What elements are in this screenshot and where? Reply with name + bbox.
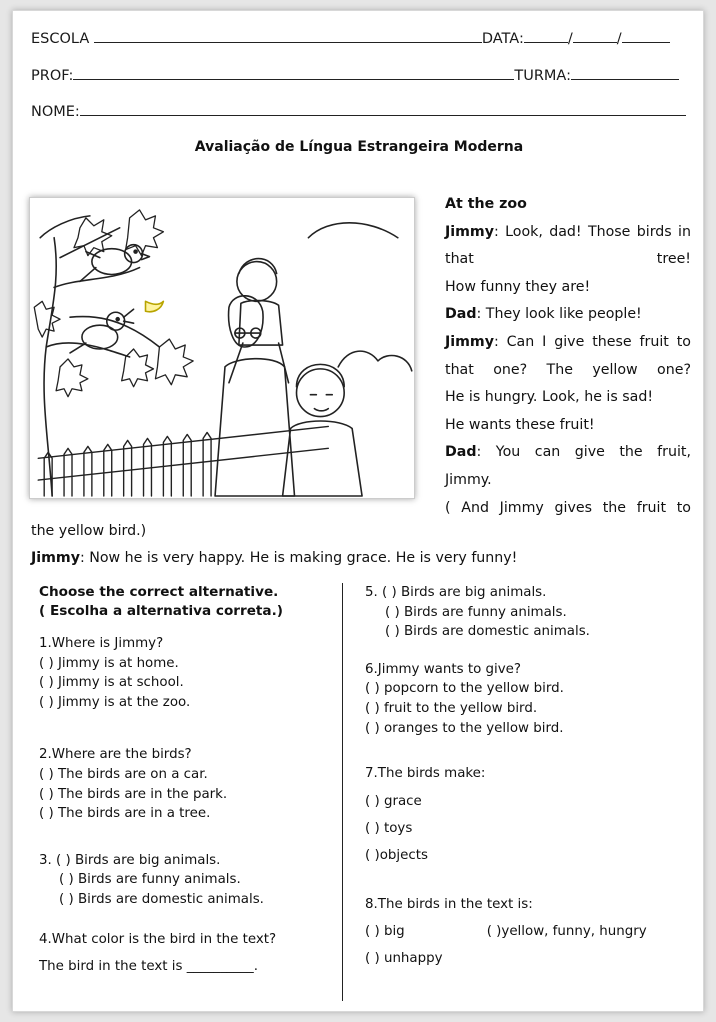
column-divider	[342, 583, 343, 1001]
worksheet-page	[12, 10, 704, 1012]
question-6: 6.Jimmy wants to give?	[365, 661, 522, 677]
question-2: 2.Where are the birds?	[39, 747, 192, 763]
option[interactable]: ( ) The birds are in a tree.	[39, 806, 211, 822]
class-line[interactable]	[571, 66, 679, 80]
option[interactable]: ( ) Jimmy is at home.	[39, 655, 179, 671]
name-label: NOME:	[31, 104, 80, 120]
date-sep-1: /	[567, 31, 573, 47]
option-row	[365, 918, 695, 945]
name-row	[31, 102, 686, 120]
story-line: Dad: They look like people!	[445, 306, 642, 323]
teacher-label: PROF:	[31, 68, 74, 84]
school-line[interactable]	[94, 29, 482, 43]
jimmy-figure	[229, 259, 289, 383]
question-4: 4.What color is the bird in the text?	[39, 931, 277, 947]
fence	[38, 426, 328, 496]
story-narration: ( And Jimmy gives the fruit to	[445, 499, 691, 516]
story-line: Dad: You can give the fruit, Jimmy.	[445, 444, 691, 488]
banana	[146, 301, 164, 311]
story-line: Jimmy: Can I give these fruit to that one? The yellow one?	[445, 333, 691, 378]
option[interactable]: ( ) popcorn to the yellow bird.	[365, 681, 564, 697]
date-label: DATA:	[481, 31, 524, 47]
option[interactable]: ( ) Birds are funny animals.	[59, 872, 241, 888]
option[interactable]: ( ) fruit to the yellow bird.	[365, 700, 538, 716]
story-line: He is hungry. Look, he is sad!	[445, 389, 654, 406]
date-day-line[interactable]	[524, 29, 568, 43]
option[interactable]: ( ) Jimmy is at school.	[39, 675, 184, 691]
story-line: He wants these fruit!	[445, 416, 595, 433]
option[interactable]: ( )yellow, funny, hungry	[486, 924, 647, 940]
story-heading: At the zoo	[445, 196, 527, 212]
option[interactable]: ( ) grace	[365, 793, 422, 809]
class-label: TURMA:	[514, 68, 571, 84]
question-1: 1.Where is Jimmy?	[39, 636, 164, 651]
dad-figure	[215, 296, 294, 496]
story-narration-end: the yellow bird.)	[31, 523, 147, 539]
question-7: 7.The birds make:	[365, 766, 486, 782]
questions-left	[39, 583, 339, 977]
bush	[338, 351, 412, 371]
option[interactable]: ( ) unhappy	[365, 951, 443, 967]
option[interactable]: ( ) Birds are domestic animals.	[59, 891, 264, 907]
story-text	[445, 191, 691, 522]
teacher-row	[31, 66, 679, 84]
answer-line[interactable]: The bird in the text is __________.	[39, 959, 258, 975]
date-sep-2: /	[616, 31, 622, 47]
question-3[interactable]: 3. ( ) Birds are big animals.	[39, 852, 221, 868]
option[interactable]: ( ) big	[365, 924, 405, 940]
page-title: Avaliação de Língua Estrangeira Moderna	[194, 139, 524, 155]
date-month-line[interactable]	[573, 29, 617, 43]
questions-right	[365, 583, 695, 972]
leaves	[34, 210, 193, 397]
name-line[interactable]	[80, 102, 686, 116]
story-last-line: Jimmy: Now he is very happy. He is making grace. He is very funny!	[31, 550, 518, 566]
instruction-en: Choose the correct alternative.	[39, 584, 279, 600]
option[interactable]: ( )objects	[365, 847, 428, 863]
school-label: ESCOLA	[31, 31, 90, 47]
story-line: How funny they are!	[445, 278, 591, 295]
zoo-illustration	[29, 197, 415, 499]
option[interactable]: ( ) Birds are domestic animals.	[385, 624, 590, 640]
date-year-line[interactable]	[622, 29, 670, 43]
option[interactable]: ( ) The birds are on a car.	[39, 766, 208, 782]
instruction-pt: ( Escolha a alternativa correta.)	[39, 603, 283, 619]
option[interactable]: ( ) The birds are in the park.	[39, 786, 228, 802]
option[interactable]: ( ) Jimmy is at the zoo.	[39, 694, 191, 710]
option[interactable]: ( ) oranges to the yellow bird.	[365, 720, 564, 736]
option[interactable]: ( ) toys	[365, 820, 413, 836]
question-8: 8.The birds in the text is:	[365, 896, 533, 912]
story-line: Jimmy: Look, dad! Those birds in that tree!	[445, 223, 691, 268]
option[interactable]: ( ) Birds are funny animals.	[385, 604, 567, 620]
question-5[interactable]: 5. ( ) Birds are big animals.	[365, 585, 547, 600]
teacher-line[interactable]	[73, 66, 514, 80]
school-row	[31, 29, 670, 47]
